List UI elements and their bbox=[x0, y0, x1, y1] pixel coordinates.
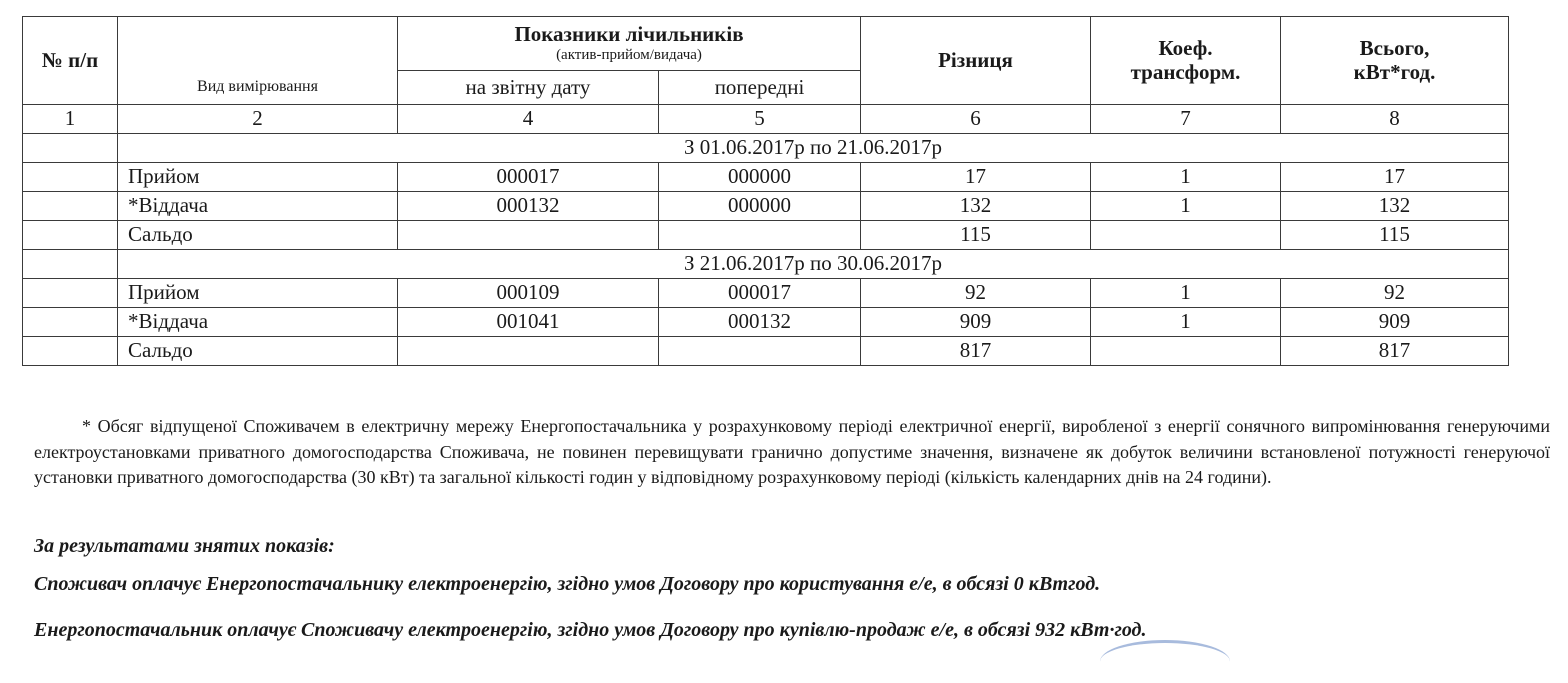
header-total bbox=[1281, 17, 1509, 105]
row-previous: 000017 bbox=[659, 279, 861, 308]
col-number: 4 bbox=[398, 105, 659, 134]
header-previous: попередні bbox=[659, 71, 861, 105]
row-diff: 92 bbox=[861, 279, 1091, 308]
table-row bbox=[23, 192, 1509, 221]
footnote bbox=[34, 414, 1550, 491]
row-kind: *Віддача bbox=[118, 192, 398, 221]
table-row bbox=[23, 221, 1509, 250]
row-previous: 000132 bbox=[659, 308, 861, 337]
period-row bbox=[23, 250, 1509, 279]
empty-cell bbox=[23, 134, 118, 163]
header-coef bbox=[1091, 17, 1281, 105]
row-diff: 817 bbox=[861, 337, 1091, 366]
table-row bbox=[23, 279, 1509, 308]
row-total: 115 bbox=[1281, 221, 1509, 250]
period-label: З 21.06.2017р по 30.06.2017р bbox=[118, 250, 1509, 279]
stamp-fragment bbox=[1100, 640, 1230, 683]
row-previous bbox=[659, 337, 861, 366]
row-total: 17 bbox=[1281, 163, 1509, 192]
row-total: 817 bbox=[1281, 337, 1509, 366]
table-row bbox=[23, 308, 1509, 337]
header-meters-subtitle: (актив-прийом/видача) bbox=[556, 47, 702, 64]
empty-cell bbox=[23, 308, 118, 337]
row-kind: Прийом bbox=[118, 163, 398, 192]
row-coef: 1 bbox=[1091, 192, 1281, 221]
table-row bbox=[23, 337, 1509, 366]
row-coef: 1 bbox=[1091, 308, 1281, 337]
col-number: 6 bbox=[861, 105, 1091, 134]
col-number: 5 bbox=[659, 105, 861, 134]
row-current bbox=[398, 337, 659, 366]
table-row bbox=[23, 163, 1509, 192]
row-diff: 132 bbox=[861, 192, 1091, 221]
row-previous: 000000 bbox=[659, 192, 861, 221]
row-diff: 909 bbox=[861, 308, 1091, 337]
header-diff: Різниця bbox=[861, 17, 1091, 105]
row-current: 001041 bbox=[398, 308, 659, 337]
col-number: 7 bbox=[1091, 105, 1281, 134]
header-total-line2: кВт*год. bbox=[1353, 59, 1436, 84]
empty-cell bbox=[23, 221, 118, 250]
row-diff: 115 bbox=[861, 221, 1091, 250]
column-number-row bbox=[23, 105, 1509, 134]
empty-cell bbox=[23, 250, 118, 279]
row-kind: *Віддача bbox=[118, 308, 398, 337]
row-kind: Прийом bbox=[118, 279, 398, 308]
period-label: З 01.06.2017р по 21.06.2017р bbox=[118, 134, 1509, 163]
header-total-line1: Всього, bbox=[1359, 36, 1430, 61]
consumer-pays-text: Споживач оплачує Енергопостачальнику електроенергію, згідно умов Договору про користування е/е, в обсязі 0 кВтгод. bbox=[34, 573, 1101, 595]
row-kind: Сальдо bbox=[118, 337, 398, 366]
empty-cell bbox=[23, 163, 118, 192]
row-total: 92 bbox=[1281, 279, 1509, 308]
row-coef: 1 bbox=[1091, 163, 1281, 192]
footnote-text: * Обсяг відпущеної Споживачем в електричну мережу Енергопостачальника у розрахунковому періоді електричної енергії, виробленої з енергії сонячного випромінювання генеруючими електроустановками приватного домогосподарства Споживача, не повинен перевищувати гранично допустиме значення, визначене як добуток величини встановленої потужності генеруючої установки приватного домогосподарства (30 кВт) та загальної кількості годин у відповідному розрахунковому періоді (кількість календарних днів на 24 години). bbox=[34, 416, 1550, 487]
empty-cell bbox=[23, 279, 118, 308]
conclusion-heading: За результатами знятих показів: bbox=[34, 535, 335, 557]
row-previous bbox=[659, 221, 861, 250]
col-number: 2 bbox=[118, 105, 398, 134]
header-meters bbox=[398, 17, 861, 71]
header-coef-line1: Коеф. bbox=[1158, 36, 1213, 61]
row-total: 909 bbox=[1281, 308, 1509, 337]
empty-cell bbox=[23, 337, 118, 366]
empty-cell bbox=[23, 192, 118, 221]
row-coef bbox=[1091, 221, 1281, 250]
row-previous: 000000 bbox=[659, 163, 861, 192]
col-number: 8 bbox=[1281, 105, 1509, 134]
meter-readings-table bbox=[22, 16, 1509, 366]
row-kind: Сальдо bbox=[118, 221, 398, 250]
row-diff: 17 bbox=[861, 163, 1091, 192]
header-coef-line2: трансформ. bbox=[1130, 59, 1241, 84]
header-current: на звітну дату bbox=[398, 71, 659, 105]
header-num: № п/п bbox=[23, 17, 118, 105]
row-current bbox=[398, 221, 659, 250]
row-current: 000132 bbox=[398, 192, 659, 221]
row-coef bbox=[1091, 337, 1281, 366]
row-coef: 1 bbox=[1091, 279, 1281, 308]
header-kind: Вид вимірювання bbox=[118, 17, 398, 105]
supplier-pays-text: Енергопостачальник оплачує Споживачу електроенергію, згідно умов Договору про купівлю-продаж е/е, в обсязі 932 кВт·год. bbox=[34, 619, 1147, 641]
period-row bbox=[23, 134, 1509, 163]
row-current: 000109 bbox=[398, 279, 659, 308]
header-meters-title: Показники лічильників bbox=[514, 22, 744, 47]
col-number: 1 bbox=[23, 105, 118, 134]
row-total: 132 bbox=[1281, 192, 1509, 221]
row-current: 000017 bbox=[398, 163, 659, 192]
